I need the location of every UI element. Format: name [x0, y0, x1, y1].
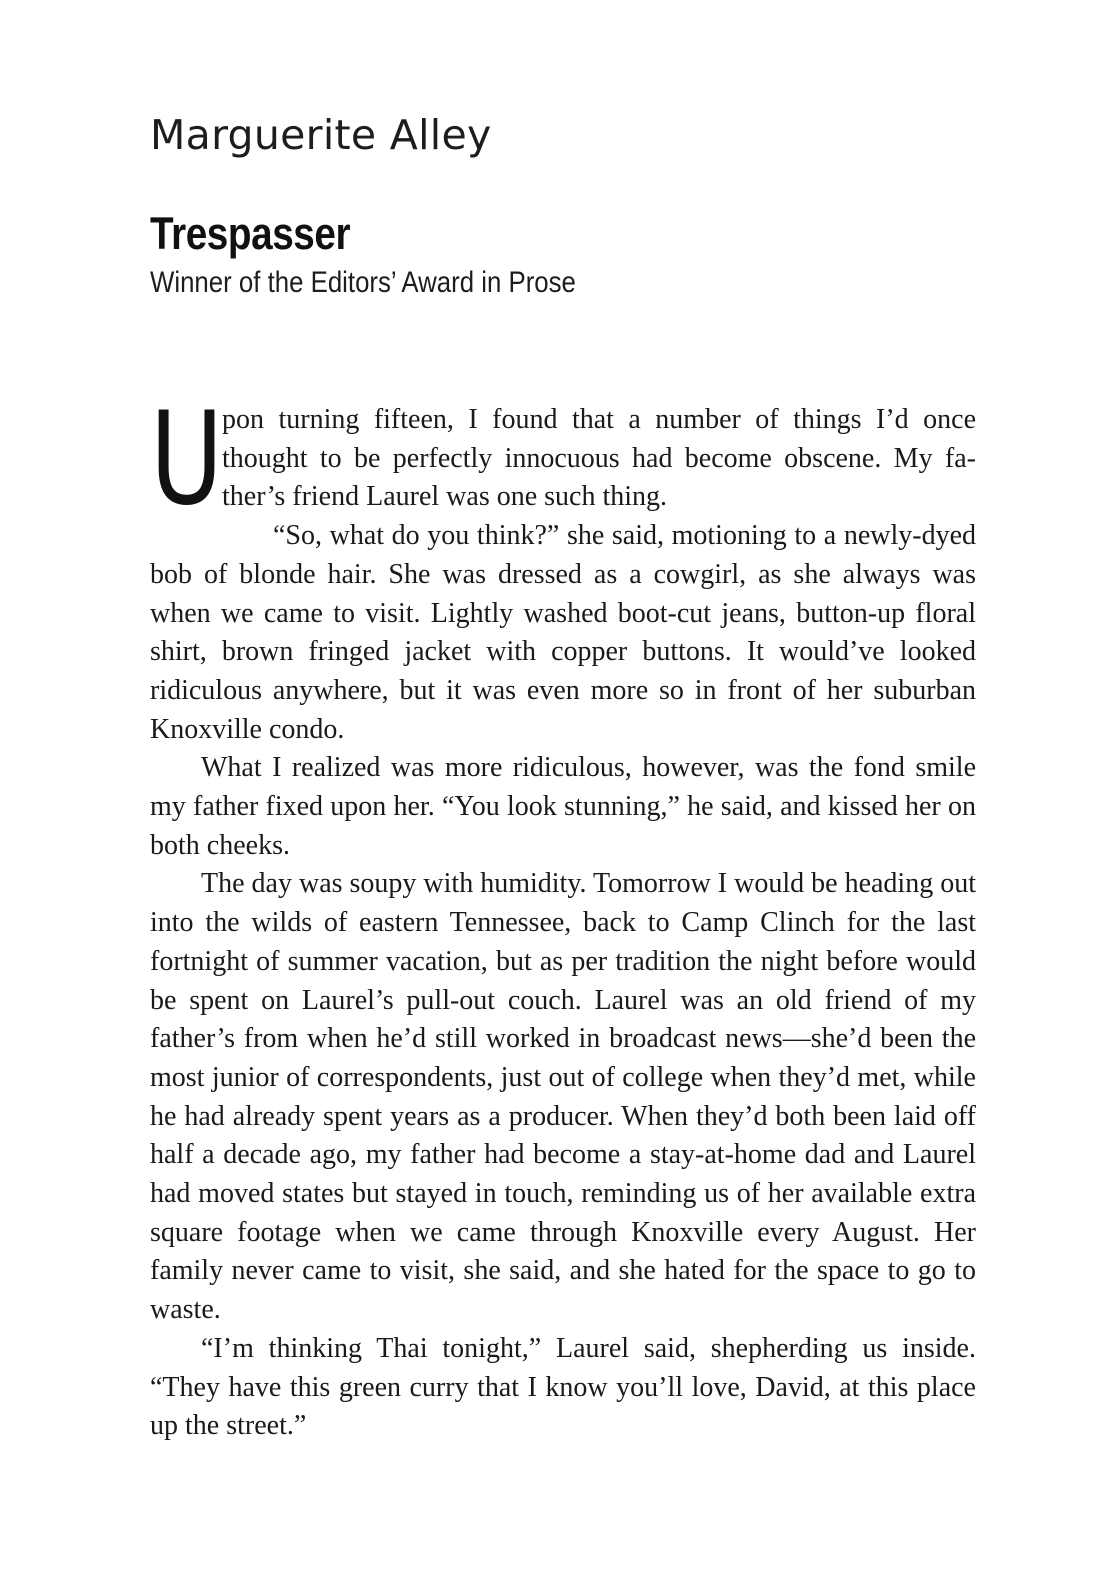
award-subtitle: Winner of the Editors’ Award in Prose — [150, 266, 576, 299]
paragraph-2: “So, what do you think?” she said, motioning to a newly-dyed bob of blonde hair. She was dressed as a cowgirl, as she always was when we came to visit. Lightly washed boot-cut jeans, button-up floral shirt, brown fringed jacket with copper buttons. It would’ve looked ridiculous anywhere, but it was even more so in front of her suburban Knoxville condo. — [150, 520, 976, 745]
page — [150, 0, 976, 1575]
drop-cap: U — [150, 385, 224, 534]
story-title: Trespasser — [150, 208, 351, 259]
paragraph-3: What I realized was more ridiculous, however, was the fond smile my father fixed upon her. “You look stunning,” he said, and kissed her on both cheeks. — [150, 752, 976, 861]
paragraph-4: The day was soupy with humidity. Tomorrow I would be heading out into the wilds of eastern Tennessee, back to Camp Clinch for the last fortnight of summer vacation, but as per tradition the night before would be spent on Laurel’s pull-out couch. Laurel was an old friend of my father’s from when he’d still worked in broadcast news—she’d been the most junior of correspondents, just out of college when they’d met, while he had already spent years as a producer. When they’d both been laid off half a decade ago, my father had become a stay-at-home dad and Laurel had moved states but stayed in touch, reminding us of her available extra square footage when we came through Knoxville every August. Her family never came to visit, she said, and she hated for the space to go to waste. — [150, 868, 976, 1326]
paragraph-1 — [150, 385, 976, 534]
paragraph-1-text: pon turning fifteen, I found that a number of things I’d once thought to be perfectly innocuous had become obscene. My father’s friend Laurel was one such thing. — [222, 404, 976, 513]
story-body — [150, 385, 976, 1446]
paragraph-5: “I’m thinking Thai tonight,” Laurel said, shepherding us inside. “They have this green curry that I know you’ll love, David, at this place up the street.” — [150, 1332, 976, 1442]
author-name: Marguerite Alley — [150, 111, 492, 159]
